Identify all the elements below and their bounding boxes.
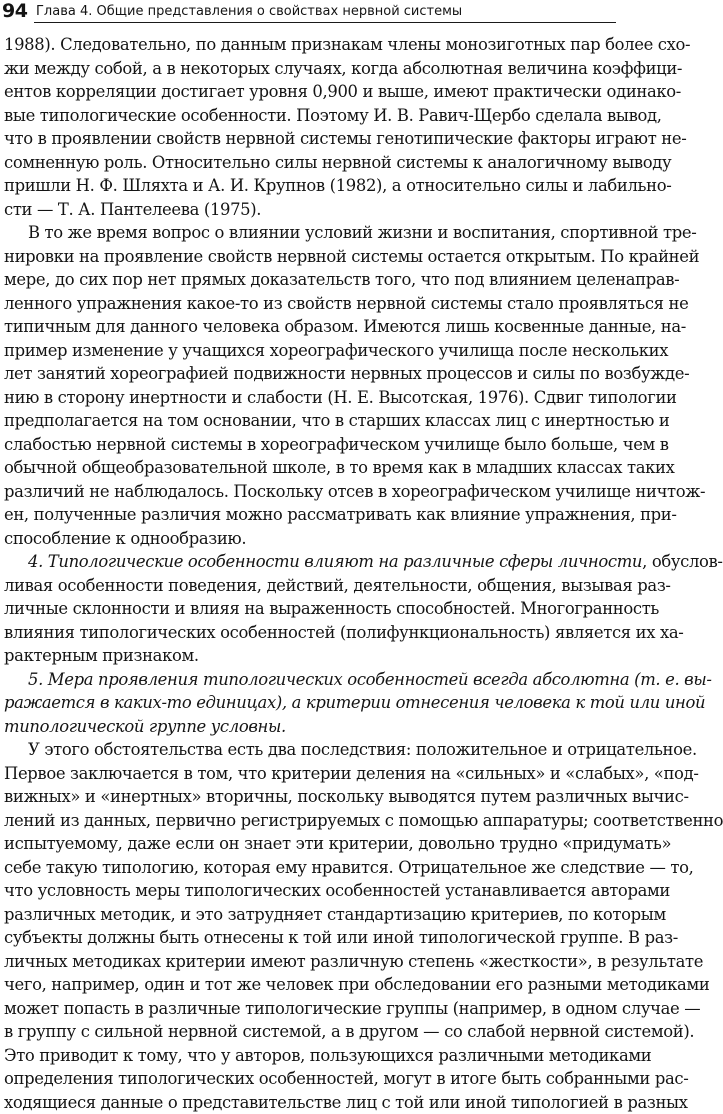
page-header [0, 0, 616, 26]
text-line: типичным для данного человека образом. Имеются лишь косвенные данные, на- [4, 315, 614, 339]
text-line: 1988). Следовательно, по данным признакам члены монозиготных пар более схо- [4, 33, 614, 57]
text-line: обычной общеобразовательной школе, в то время как в младших классах таких [4, 456, 614, 480]
text-line: различных методик, и это затрудняет стандартизацию критериев, по которым [4, 903, 614, 927]
text-line: лений из данных, первично регистрируемых с помощью аппаратуры; соответственно [4, 809, 614, 833]
text-line: влияния типологических особенностей (полифункциональность) является их ха- [4, 621, 614, 645]
text-line: что условность меры типологических особенностей устанавливается авторами [4, 879, 614, 903]
italic-thesis: 4. Типологические особенности влияют на различные сферы личности [28, 552, 642, 571]
text-line: Это приводит к тому, что у авторов, пользующихся различными методиками [4, 1044, 614, 1068]
text-line: типологической группе условны. [4, 715, 614, 739]
page-number: 94 [2, 0, 27, 22]
text-line: вые типологические особенности. Поэтому И. В. Равич-Щербо сделала вывод, [4, 104, 614, 128]
text-line: нировки на проявление свойств нервной системы остается открытым. По крайней [4, 245, 614, 269]
text-line: ходящиеся данные о представительстве лиц с той или иной типологией в разных [4, 1091, 614, 1114]
text-line: ражается в каких-то единицах), а критерии отнесения человека к той или иной [4, 691, 614, 715]
text-line: испытуемому, даже если он знает эти критерии, довольно трудно «придумать» [4, 832, 614, 856]
text-line: чего, например, один и тот же человек при обследовании его разными методиками [4, 973, 614, 997]
text-line: ленного упражнения какое-то из свойств нервной системы стало проявляться не [4, 292, 614, 316]
text-line: жи между собой, а в некоторых случаях, когда абсолютная величина коэффици- [4, 57, 614, 81]
text-line: В то же время вопрос о влиянии условий жизни и воспитания, спортивной тре- [4, 221, 614, 245]
text-line: что в проявлении свойств нервной системы генотипические факторы играют не- [4, 127, 614, 151]
text-line: предполагается на том основании, что в старших классах лиц с инертностью и [4, 409, 614, 433]
text-line: У этого обстоятельства есть два последствия: положительное и отрицательное. [4, 738, 614, 762]
text-line: в группу с сильной нервной системой, а в другом — со слабой нервной системой). [4, 1020, 614, 1044]
text-line: способление к однообразию. [4, 527, 614, 551]
text-line: определения типологических особенностей, могут в итоге быть собранными рас- [4, 1067, 614, 1091]
text-line: может попасть в различные типологические группы (например, в одном случае — [4, 997, 614, 1021]
text-line: субъекты должны быть отнесены к той или иной типологической группе. В раз- [4, 926, 614, 950]
text-line: мере, до сих пор нет прямых доказательств того, что под влиянием целенаправ- [4, 268, 614, 292]
text-line: сти — Т. А. Пантелеева (1975). [4, 198, 614, 222]
text-line: вижных» и «инертных» вторичны, поскольку выводятся путем различных вычис- [4, 785, 614, 809]
text-line: Первое заключается в том, что критерии деления на «сильных» и «слабых», «под- [4, 762, 614, 786]
text-line: себе такую типологию, которая ему нравится. Отрицательное же следствие — то, [4, 856, 614, 880]
text-line: пример изменение у учащихся хореографического училища после нескольких [4, 339, 614, 363]
body-text [4, 33, 614, 1114]
text-line: ен, полученные различия можно рассматривать как влияние упражнения, при- [4, 503, 614, 527]
text-line: 5. Мера проявления типологических особенностей всегда абсолютна (т. е. вы- [4, 668, 614, 692]
text-line [4, 550, 614, 574]
text-line: лет занятий хореографией подвижности нервных процессов и силы по возбужде- [4, 362, 614, 386]
text-line: рактерным признаком. [4, 644, 614, 668]
text-line: личные склонности и влияя на выраженность способностей. Многогранность [4, 597, 614, 621]
thesis-continuation: , обуслов- [642, 552, 723, 571]
text-line: пришли Н. Ф. Шляхта и А. И. Крупнов (1982), а относительно силы и лабильно- [4, 174, 614, 198]
text-line: ентов корреляции достигает уровня 0,900 и выше, имеют практически одинако- [4, 80, 614, 104]
text-line: слабостью нервной системы в хореографическом училище было больше, чем в [4, 433, 614, 457]
text-line: различий не наблюдалось. Поскольку отсев в хореографическом училище ничтож- [4, 480, 614, 504]
text-line: личных методиках критерии имеют различную степень «жесткости», в результате [4, 950, 614, 974]
text-line: нию в сторону инертности и слабости (Н. Е. Высотская, 1976). Сдвиг типологии [4, 386, 614, 410]
text-line: ливая особенности поведения, действий, деятельности, общения, вызывая раз- [4, 574, 614, 598]
header-rule [34, 22, 616, 23]
running-title: Глава 4. Общие представления о свойствах нервной системы [36, 4, 462, 20]
text-line: сомненную роль. Относительно силы нервной системы к аналогичному выводу [4, 151, 614, 175]
